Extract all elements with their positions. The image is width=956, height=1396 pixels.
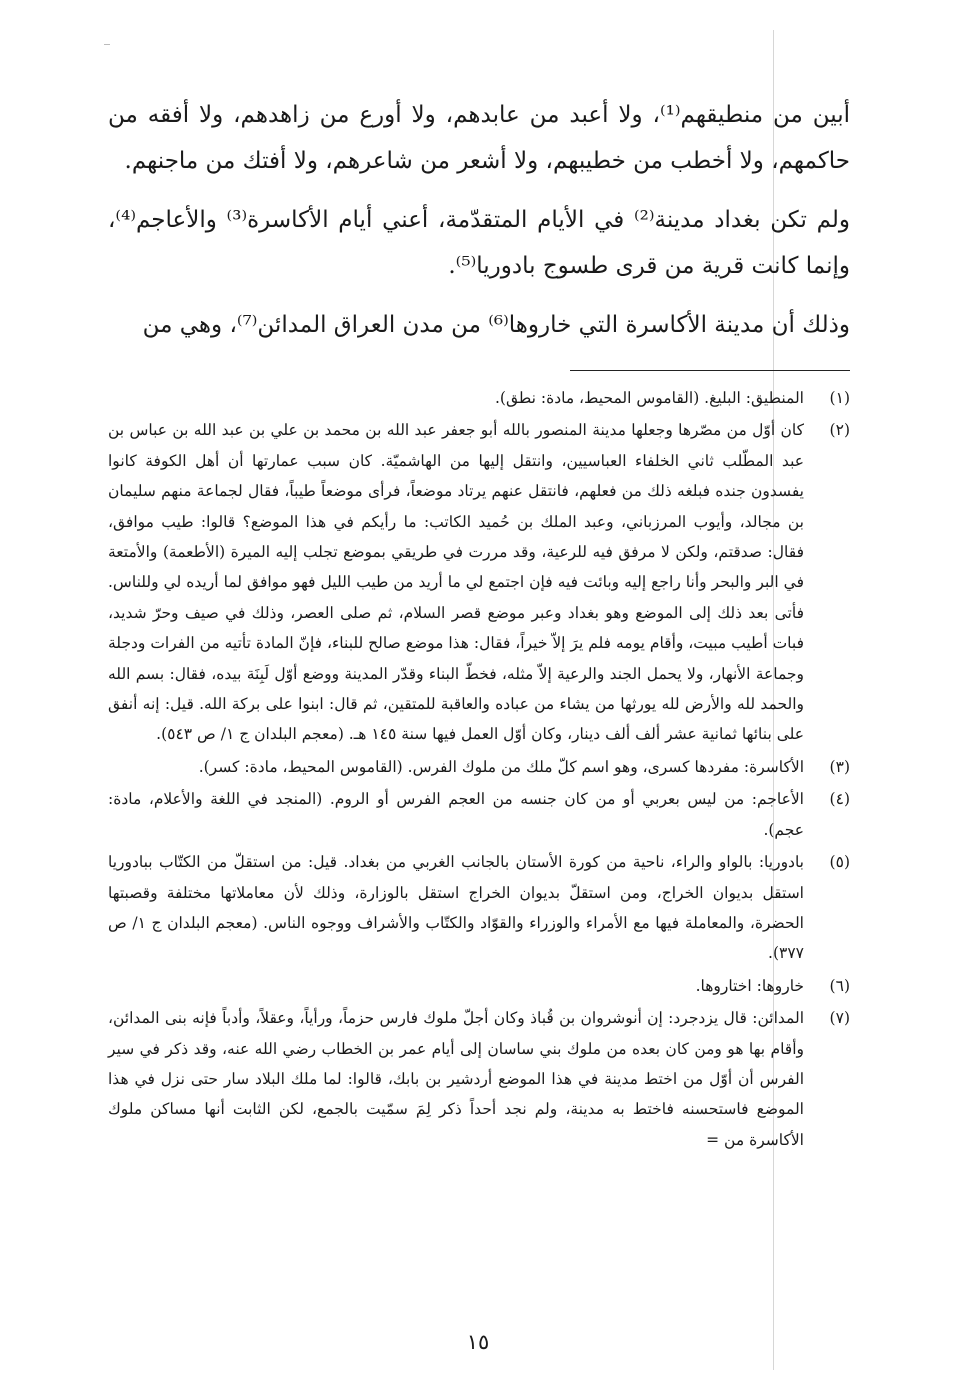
page-number: ١٥ <box>466 1330 490 1354</box>
footnote-number: (٧) <box>829 1009 850 1028</box>
footnote-2 <box>108 415 850 749</box>
footnote-number: (٣) <box>829 757 850 776</box>
page-content <box>108 92 850 1157</box>
footnote-4 <box>108 784 850 845</box>
footnote-number: (٦) <box>829 976 850 995</box>
main-text <box>108 92 850 348</box>
footnote-text: المنطيق: البليغ. (القاموس المحيط، مادة: نطق). <box>495 389 804 407</box>
footnote-divider <box>570 370 850 371</box>
footnote-text: كان أوّل من مصّرها وجعلها مدينة المنصور بالله أبو جعفر عبد الله بن محمد بن علي بن عبد الله بن عباس بن عبد المطّلب ثاني الخلفاء العباسيين، وانتقل إليها من الهاشميّة. كان سبب عمارتها أن أهل الكوفة كانوا يفسدون جنده فبلغه ذلك من فعلهم، فانتقل عنهم يرتاد موضعاً، فرأى موضعاً طيباً، فقال لجماعة منهم سليمان بن مجالد، وأيوب المرزباني، وعبد الملك بن حُميد الكاتب: ما رأيكم في هذا الموضع؟ قالوا: طيب موافق، فقال: صدقتم، ولكن لا مرفق فيه للرعية، وقد مررت في طريقي بموضع تجلب إليه الميرة (الأطعمة) والأمتعة في البر والبحر وأنا راجع إليه وبائت فيه فإن اجتمع لي ما أريد من طيب الليل فهو موافق لما أريده لي وللناس. فأتى بعد ذلك إلى الموضع وهو بغداد وعبر موضع قصر السلام، ثم صلى العصر، وذلك في صيف وحرّ شديد، فبات أطيب مبيت، وأقام يومه فلم يرَ إلاّ خيراً، فقال: هذا موضع صالح للبناء، فإنّ المادة تأتيه من الفرات ودجلة وجماعة الأنهار، ولا يحمل الجند والرعية إلاّ مثله، فخطّ البناء وقدّر المدينة ووضع أوّل لَبِنَة بيده، فقال: بسم الله والحمد لله والأرض لله يورثها من يشاء من عباده والعاقبة للمتقين، ثم قال: ابنوا على بركة الله. قيل: إنه أنفق على بنائها ثمانية عشر ألف ألف دينار، وكان أوّل العمل فيها سنة ١٤٥ هـ. (معجم البلدان ج ١/ ص ٥٤٣). <box>108 421 804 744</box>
footnote-number: (٢) <box>829 421 850 440</box>
footnote-1 <box>108 383 850 413</box>
footnote-number: (٤) <box>829 790 850 809</box>
footnote-text: الأعاجم: من ليس بعربي أو من كان جنسه من العجم الفرس أو الروم. (المنجد في اللغة والأعلام، مادة: عجم). <box>108 790 804 839</box>
footnotes <box>108 383 850 1155</box>
footnote-5 <box>108 847 850 969</box>
footnote-number: (٥) <box>829 853 850 872</box>
footnote-text: المدائن: قال يزدجرد: إن أنوشروان بن قُباذ وكان أجلّ ملوك فارس حزماً، ورأياً، وعقلاً، وأدباً فإنه بنى المدائن، وأقام بها هو ومن كان بعده من ملوك بني ساسان إلى أيام عمر بن الخطاب رضي الله عنه، وقد ذكر في سير الفرس أن أوّل من اختط مدينة في هذا الموضع أردشير بن بابك، قالوا: لما ملك البلاد سار حتى نزل في هذا الموضع فاستحسنه فاختط به مدينة، ولم نجد أحداً ذكر لِمَ سمّيت بالجمع، لكن الثابت أنها مساكن ملوك الأكاسرة من = <box>108 1009 804 1149</box>
footnote-text: خاروها: اختاروها. <box>695 976 804 995</box>
crop-mark <box>104 44 110 45</box>
footnote-text: بادوريا: بالواو والراء، ناحية من كورة الأستان بالجانب الغربي من بغداد. قيل: من استقلّ من الكتّاب ببادوريا استقل بديوان الخراج، ومن استقلّ بديوان الخراج استقل بالوزارة، وذلك لأن معاملاتها مختلفة وقصبتها الحضرة، والمعاملة فيها مع الأمراء والوزراء والقوّاد والكتّاب والأشراف ووجوه الناس. (معجم البلدان ج ١/ ص ٣٧٧). <box>108 853 804 963</box>
paragraph-2: ولم تكن بغداد مدينة⁽²⁾ في الأيام المتقدّمة، أعني أيام الأكاسرة⁽³⁾ والأعاجم⁽⁴⁾، وإنما كانت قرية من قرى طسوج بادوريا⁽⁵⁾. <box>108 207 850 279</box>
footnote-7 <box>108 1003 850 1155</box>
paragraph-3: وذلك أن مدينة الأكاسرة التي خاروها⁽⁶⁾ من مدن العراق المدائن⁽⁷⁾، وهي من <box>142 312 850 338</box>
paragraph-1: أبين من منطيقهم⁽¹⁾، ولا أعبد من عابدهم، ولا أورع من زاهدهم، ولا أفقه من حاكمهم، ولا أخطب من خطيبهم، ولا أشعر من شاعرهم، ولا أفتك من ماجنهم. <box>108 102 850 174</box>
footnote-number: (١) <box>829 389 850 407</box>
footnote-6 <box>108 971 850 1001</box>
footnote-3 <box>108 752 850 782</box>
footnote-text: الأكاسرة: مفردها كسرى، وهو اسم كلّ ملك من ملوك الفرس. (القاموس المحيط، مادة: كسر). <box>198 757 804 776</box>
